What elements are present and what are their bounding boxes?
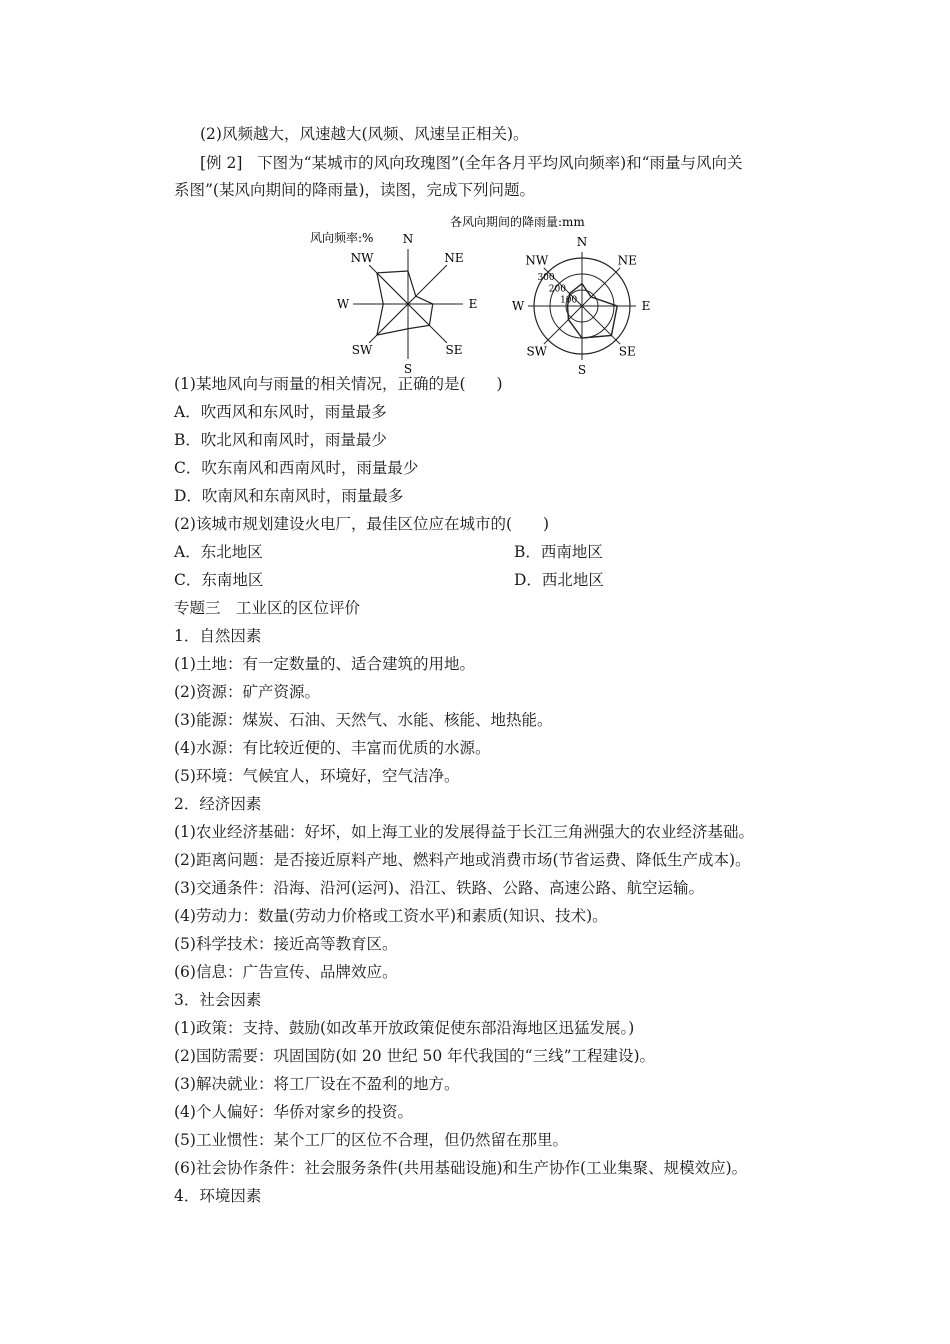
rose-label-n: N [402,232,414,246]
s1-title: 1．自然因素 [174,627,262,645]
s3-item: (5)工业惯性：某个工厂的区位不合理，但仍然留在那里。 [174,1131,568,1149]
q1-option-d: D．吹南风和东南风时，雨量最多 [174,487,404,505]
rose-label-nw: NW [350,251,374,266]
s3-item: (6)社会协作条件：社会服务条件(共用基础设施)和生产协作(工业集聚、规模效应)。 [174,1159,748,1177]
rose-label-se: SE [445,342,463,357]
intro-line: (2)风频越大，风速越大(风频、风速呈正相关)。 [200,125,529,143]
rainfall-title: 各风向期间的降雨量:mm [450,215,585,229]
rose-label-ne: NE [444,251,464,266]
s2-item: (3)交通条件：沿海、沿河(运河)、沿江、铁路、公路、高速公路、航空运输。 [174,879,705,897]
example-line-2: 系图”(某风向期间的降雨量)，读图，完成下列问题。 [174,181,536,199]
rose-label-s: S [403,362,413,374]
s3-item: (3)解决就业：将工厂设在不盈利的地方。 [174,1075,460,1093]
s2-item: (5)科学技术：接近高等教育区。 [174,935,398,953]
q2-row-1 [174,542,603,562]
q2-option-a: A．东北地区 [174,543,263,561]
q2-option-b: B．西南地区 [514,543,603,561]
rain-label-e: E [641,299,651,313]
rain-label-ne: NE [617,253,637,268]
rain-label-s: S [577,363,587,374]
rain-label-nw: NW [525,253,549,268]
q2-option-c: C．东南地区 [174,571,264,589]
s2-item: (1)农业经济基础：好坏，如上海工业的发展得益于长江三角洲强大的农业经济基础。 [174,823,754,841]
rain-label-n: N [576,235,588,249]
s3-item: (2)国防需要：巩固国防(如 20 世纪 50 年代我国的“三线”工程建设)。 [174,1047,656,1065]
s2-item: (6)信息：广告宣传、品牌效应。 [174,963,398,981]
wind-figures [300,214,660,374]
s2-item: (2)距离问题：是否接近原料产地、燃料产地或消费市场(节省运费、降低生产成本)。 [174,851,751,869]
rose-label-e: E [468,297,478,311]
rain-label-se: SE [618,344,636,359]
example-line-1 [200,153,743,173]
rain-axis-sw [544,306,582,344]
q2-stem: (2)该城市规划建设火电厂，最佳区位应在城市的( ) [174,515,550,533]
q1-option-b: B．吹北风和南风时，雨量最少 [174,431,387,449]
s2-title: 2．经济因素 [174,795,262,813]
rain-ring-label: 200 [548,284,566,295]
rainfall-chart [450,214,650,374]
q2-row-2 [174,570,604,590]
s1-item: (5)环境：气候宜人，环境好，空气洁净。 [174,767,460,785]
rain-ring-label: 100 [560,295,578,306]
wind-rose-title: 风向频率:% [310,231,374,245]
rose-label-w: W [336,297,350,311]
s3-item: (4)个人偏好：华侨对家乡的投资。 [174,1103,413,1121]
q1-option-c: C．吹东南风和西南风时，雨量最少 [174,459,419,477]
q1-option-a: A．吹西风和东风时，雨量最多 [174,403,387,421]
s1-item: (4)水源：有比较近便的、丰富而优质的水源。 [174,739,491,757]
example-label: [例 2] [200,154,243,172]
s4-title: 4．环境因素 [174,1187,262,1205]
wind-figures-svg [300,214,660,374]
s1-item: (1)土地：有一定数量的、适合建筑的用地。 [174,655,475,673]
rain-label-w: W [511,299,525,313]
rain-axis-se [582,306,620,344]
q1-stem: (1)某地风向与雨量的相关情况，正确的是( ) [174,375,503,393]
q2-option-d: D．西北地区 [514,571,604,589]
s3-title: 3．社会因素 [174,991,262,1009]
rose-label-sw: SW [351,342,373,357]
s1-item: (3)能源：煤炭、石油、天然气、水能、核能、地热能。 [174,711,553,729]
rain-label-sw: SW [526,344,548,359]
topic-title: 专题三 工业区的区位评价 [174,599,361,617]
s1-item: (2)资源：矿产资源。 [174,683,320,701]
s3-item: (1)政策：支持、鼓励(如改革开放政策促使东部沿海地区迅猛发展。) [174,1019,635,1037]
example-text-1: 下图为“某城市的风向玫瑰图”(全年各月平均风向频率)和“雨量与风向关 [257,154,743,172]
s2-item: (4)劳动力：数量(劳动力价格或工资水平)和素质(知识、技术)。 [174,907,608,925]
rain-ring-label: 300 [537,273,555,284]
wind-rose [310,230,477,374]
